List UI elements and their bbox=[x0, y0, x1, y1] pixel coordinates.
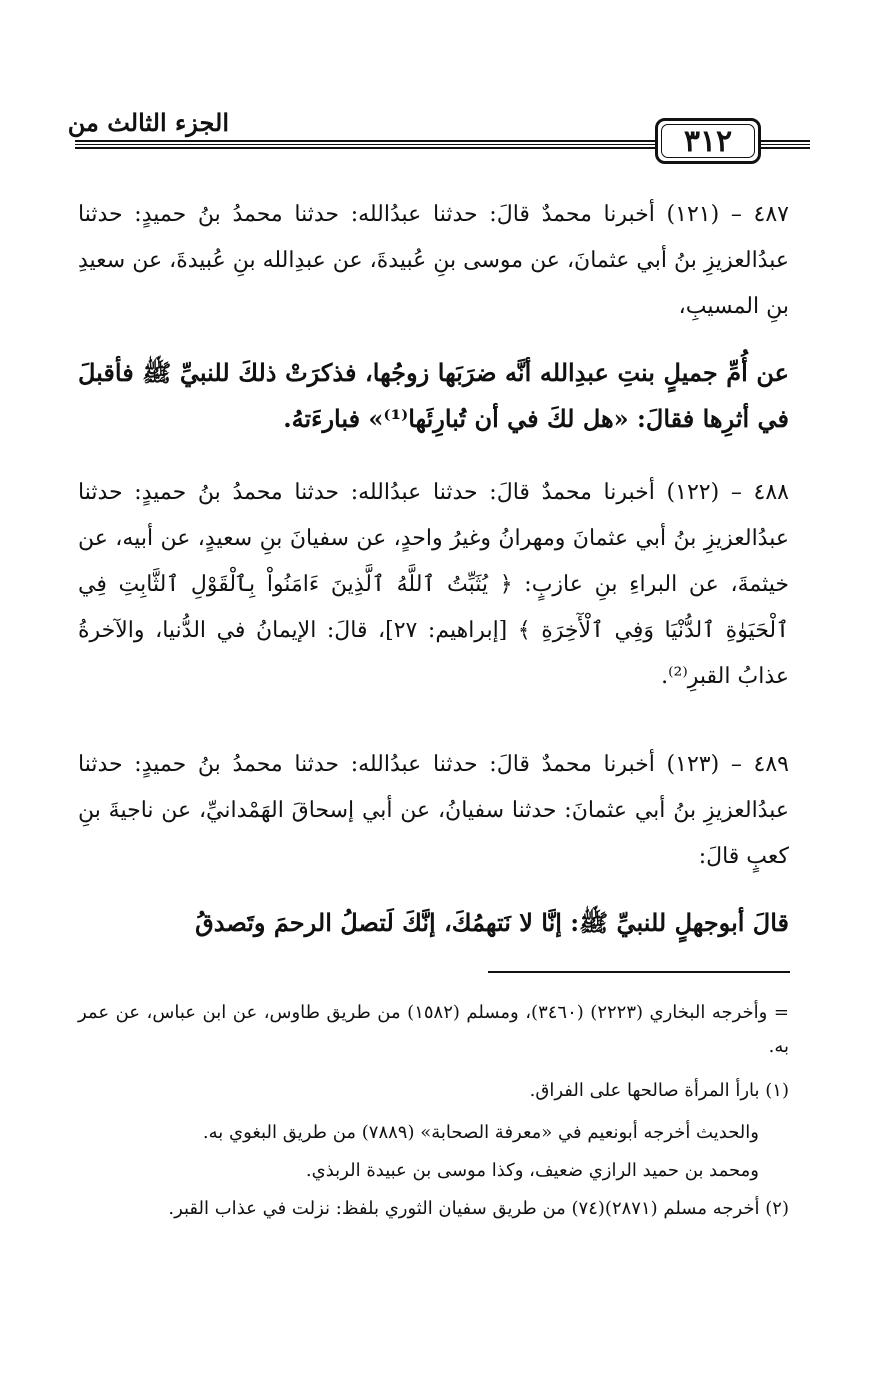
footnote-separator bbox=[488, 971, 790, 973]
hadith-489-isnad: ٤٨٩ – (١٢٣) أخبرنا محمدٌ قالَ: حدثنا عبدُالله: حدثنا محمدُ بنُ حميدٍ: حدثنا عبدُالعزيزِ بنُ أبي عثمانَ: حدثنا سفيانُ، عن أبي إسحاقَ الهَمْدانيِّ، عن ناجيةَ بنِ كعبٍ قالَ: bbox=[78, 752, 789, 869]
footnote-2: (٢) أخرجه مسلم (٢٨٧١)(٧٤) من طريق سفيان الثوري بلفظ: نزلت في عذاب القبر. bbox=[168, 1198, 789, 1219]
hadith-488: ٤٨٨ – (١٢٢) أخبرنا محمدٌ قالَ: حدثنا عبدُالله: حدثنا محمدُ بنُ حميدٍ: حدثنا عبدُالعزيزِ بنُ أبي عثمانَ ومهرانُ وغيرُ واحدٍ، عن سفيانَ بنِ سعيدٍ، عن أبيه، عن خيثمةَ، عن البراءِ بنِ عازبٍ: ﴿ يُثَبِّتُ ٱللَّهُ ٱلَّذِينَ ءَامَنُواْ بِٱلْقَوْلِ ٱلثَّابِتِ فِي ٱلْحَيَوٰةِ ٱلدُّنْيَا وَفِي ٱلْأٓخِرَةِ ﴾ [إبراهيم: ٢٧]، قالَ: الإيمانُ في الدُّنيا، والآخرةُ عذابُ القبرِ⁽²⁾. bbox=[78, 480, 789, 689]
hadith-487-matn: عن أُمِّ جميلٍ بنتِ عبدِالله أنَّه ضرَبَها زوجُها، فذكرَتْ ذلكَ للنبيِّ ﷺ فأقبلَ في أثرِها فقالَ: «هل لكَ في أن تُبارِئَها⁽¹⁾» فبارءَتهُ. bbox=[78, 358, 789, 433]
footnote-1-cont-2: ومحمد بن حميد الرازي ضعيف، وكذا موسى بن عبيدة الربذي. bbox=[305, 1160, 759, 1181]
hadith-487-isnad: ٤٨٧ – (١٢١) أخبرنا محمدٌ قالَ: حدثنا عبدُالله: حدثنا محمدُ بنُ حميدٍ: حدثنا عبدُالعزيزِ بنُ أبي عثمانَ، عن موسى بنِ عُبيدةَ، عن عبدِالله بنِ عُبيدةَ، عن سعيدِ بنِ المسيبِ، bbox=[78, 202, 789, 319]
footnote-continued: = وأخرجه البخاري (٢٢٢٣) (٣٤٦٠)، ومسلم (١٥٨٢) من طريق طاوس، عن ابن عباس، عن عمر به. bbox=[78, 1002, 789, 1057]
hadith-489-matn: قالَ أبوجهلٍ للنبيِّ ﷺ: إنَّا لا نَتهمُكَ، إنَّكَ لَتصلُ الرحمَ وتَصدقُ bbox=[195, 908, 789, 937]
page-number: ٣١٢ bbox=[655, 118, 761, 164]
footnote-1: (١) بارأ المرأة صالحها على الفراق. bbox=[529, 1080, 789, 1101]
footnote-1-cont-1: والحديث أخرجه أبونعيم في «معرفة الصحابة» (٧٨٨٩) من طريق البغوي به. bbox=[202, 1122, 759, 1143]
running-header-title: الجزء الثالث من bbox=[67, 108, 229, 137]
